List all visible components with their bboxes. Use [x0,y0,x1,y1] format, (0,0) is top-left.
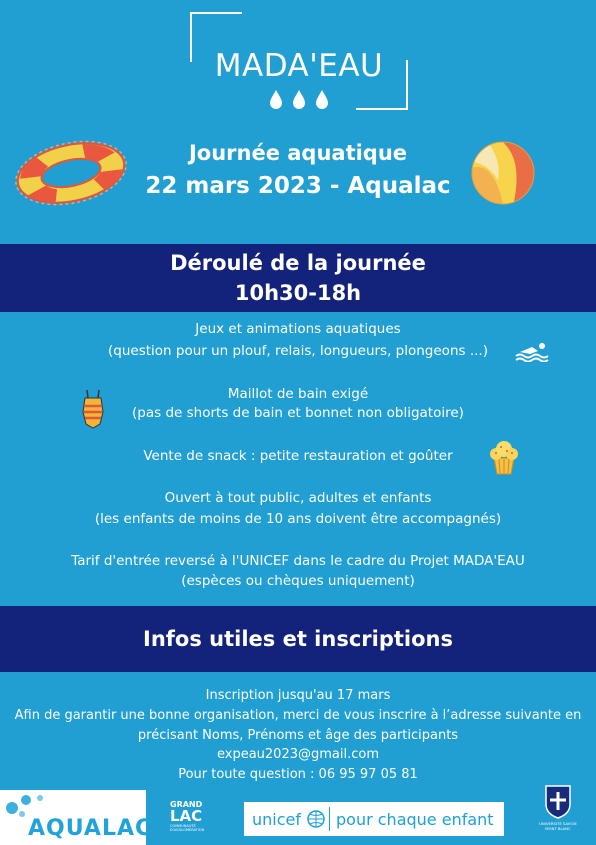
unicef-divider [329,807,330,831]
info-line-3: précisant Noms, Prénoms et âge des participants [137,728,459,743]
grand-lac-line3: COMMUNAUTÉ D'AGGLOMÉRATION [170,824,205,832]
program-item-4-line2: (les enfants de moins de 10 ans doivent être accompagnés) [94,511,502,527]
grand-lac-logo [170,800,210,832]
water-drops-icon [266,88,336,110]
program-item-1-line2: (question pour un plouf, relais, longueurs, plongeons ...) [108,343,488,359]
info-line-1: Inscription jusqu'au 17 mars [205,688,391,703]
cupcake-icon [486,438,522,476]
bubbles-icon [4,792,54,818]
program-item-5-line1: Tarif d'entrée reversé à l'UNICEF dans le cadre du Projet MADA'EAU [71,553,525,569]
swimsuit-icon [80,388,106,430]
aqualac-text: AQUALAC [28,816,153,841]
event-title: Journée aquatique [188,141,408,165]
program-item-4-line1: Ouvert à tout public, adultes et enfants [164,490,432,506]
madaeau-logo [190,12,408,110]
unicef-slogan: pour chaque enfant [336,810,494,829]
swimmer-icon [514,342,550,362]
unicef-word: unicef [252,810,301,829]
university-crest-icon [544,784,572,820]
grand-lac-line2: LAC [170,807,203,825]
grand-lac-line1: GRAND [170,800,203,809]
program-item-2-line1: Maillot de bain exigé [227,386,369,402]
program-heading: Déroulé de la journée [170,251,426,275]
aqualac-logo [0,790,153,845]
contact-email[interactable]: expeau2023@gmail.com [216,747,379,762]
program-item-5-line2: (espèces ou chèques uniquement) [181,573,415,589]
program-item-3-line1: Vente de snack : petite restauration et goûter [143,448,453,464]
event-date-place: 22 mars 2023 - Aqualac [145,173,451,199]
program-item-2-line2: (pas de shorts de bain et bonnet non obligatoire) [132,405,464,421]
unicef-logo [244,802,504,836]
contact-phone: Pour toute question : 06 95 97 05 81 [178,767,418,782]
info-line-2: Afin de garantir une bonne organisation, merci de vous inscrire à l’adresse suivante en [14,708,582,723]
university-name: UNIVERSITÉ SAVOIE MONT BLANC [539,821,577,831]
beach-ball-icon [470,140,536,206]
unicef-globe-icon [306,809,326,829]
program-header [0,244,596,312]
logo-text: MADA'EAU [214,48,384,84]
program-hours: 10h30-18h [234,281,362,305]
program-item-1-line1: Jeux et animations aquatiques [195,321,401,337]
info-heading: Infos utiles et inscriptions [0,606,596,672]
